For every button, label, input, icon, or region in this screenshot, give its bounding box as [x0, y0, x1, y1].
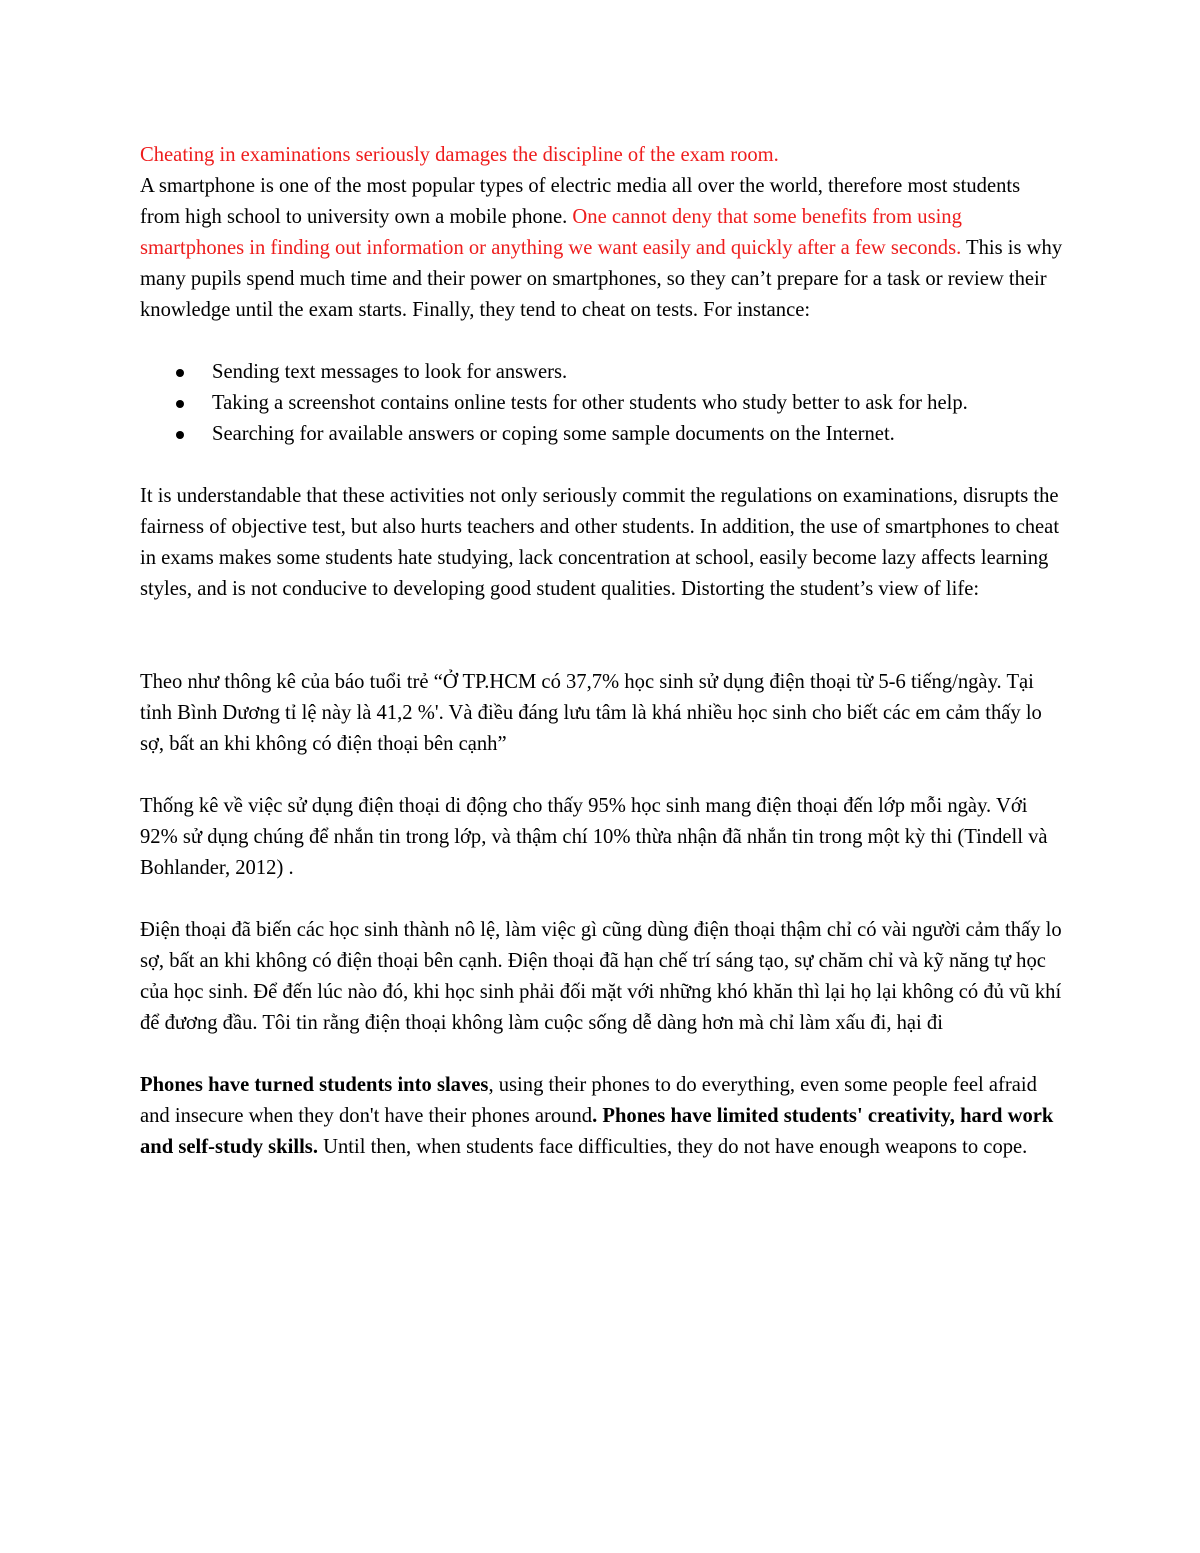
bullet-dot-icon	[176, 400, 184, 408]
para1-text-end: This is why many pupils spend much time and their power on smartphones, so they can’t prepare for a task or review their knowledge until the exam starts. Finally, they tend to cheat on tests. For instance:	[140, 237, 1063, 321]
spacer	[140, 1039, 1065, 1070]
para1-red-highlight: One cannot deny that some benefits from using smartphones in finding out information or anything we want easily and quickly after a few seconds.	[140, 206, 962, 259]
paragraph-english-conclusion	[140, 1070, 1065, 1163]
spacer	[140, 760, 1065, 791]
para6-text-2: Until then, when students face difficulties, they do not have enough weapons to cope.	[317, 1136, 1028, 1158]
paragraph-vietnamese-conclusion: Điện thoại đã biến các học sinh thành nô lệ, làm việc gì cũng dùng điện thoại thậm chỉ có vài người cảm thấy lo sợ, bất an khi không có điện thoại bên cạnh. Điện thoại đã hạn chế trí sáng tạo, sự chăm chỉ và kỹ năng tự học của học sinh. Để đến lúc nào đó, khi học sinh phải đối mặt với những khó khăn thì lại họ lại không có đủ vũ khí để đương đầu. Tôi tin rằng điện thoại không làm cuộc sống dễ dàng hơn mà chỉ làm xấu đi, hại đi	[140, 919, 1062, 1034]
spacer	[140, 605, 1065, 667]
cheating-methods-list	[140, 357, 1065, 450]
document-heading: Cheating in examinations seriously damages the discipline of the exam room.	[140, 144, 779, 166]
document-page	[140, 140, 1065, 1163]
spacer	[140, 450, 1065, 481]
para6-bold-1: Phones have turned students into slaves	[140, 1074, 489, 1096]
bullet-dot-icon	[176, 431, 184, 439]
paragraph-vietnamese-survey: Thống kê về việc sử dụng điện thoại di động cho thấy 95% học sinh mang điện thoại đến lớp mỗi ngày. Với 92% sử dụng chúng để nhắn tin trong lớp, và thậm chí 10% thừa nhận đã nhắn tin trong một kỳ thi (Tindell và Bohlander, 2012) .	[140, 795, 1048, 879]
list-item-text: Sending text messages to look for answers.	[212, 361, 568, 383]
para1-text-start: A smartphone is one of the most popular types of electric media all over the world, therefore most students from high school to university own a mobile phone.	[140, 175, 1021, 228]
bullet-dot-icon	[176, 369, 184, 377]
list-item	[140, 419, 1065, 450]
paragraph-consequences: It is understandable that these activities not only seriously commit the regulations on examinations, disrupts the fairness of objective test, but also hurts teachers and other students. In addition, the use of smartphones to cheat in exams makes some students hate studying, lack concentration at school, easily become lazy affects learning styles, and is not conducive to developing good student qualities. Distorting the student’s view of life:	[140, 485, 1060, 600]
spacer	[140, 326, 1065, 357]
list-item	[140, 388, 1065, 419]
spacer	[140, 884, 1065, 915]
paragraph-smartphone-intro	[140, 171, 1065, 326]
para6-bold-2: . Phones have limited students' creativity, hard work and self-study skills.	[140, 1105, 1054, 1158]
paragraph-vietnamese-statistics: Theo như thông kê của báo tuổi trẻ “Ở TP.HCM có 37,7% học sinh sử dụng điện thoại từ 5-6 tiếng/ngày. Tại tỉnh Bình Dương tỉ lệ này là 41,2 %'. Và điều đáng lưu tâm là khá nhiều học sinh cho biết các em cảm thấy lo sợ, bất an khi không có điện thoại bên cạnh”	[140, 671, 1042, 755]
list-item-text: Searching for available answers or coping some sample documents on the Internet.	[212, 423, 895, 445]
para6-text-1: , using their phones to do everything, even some people feel afraid and insecure when they don't have their phones around	[140, 1074, 1037, 1127]
list-item	[140, 357, 1065, 388]
list-item-text: Taking a screenshot contains online tests for other students who study better to ask for help.	[212, 392, 968, 414]
